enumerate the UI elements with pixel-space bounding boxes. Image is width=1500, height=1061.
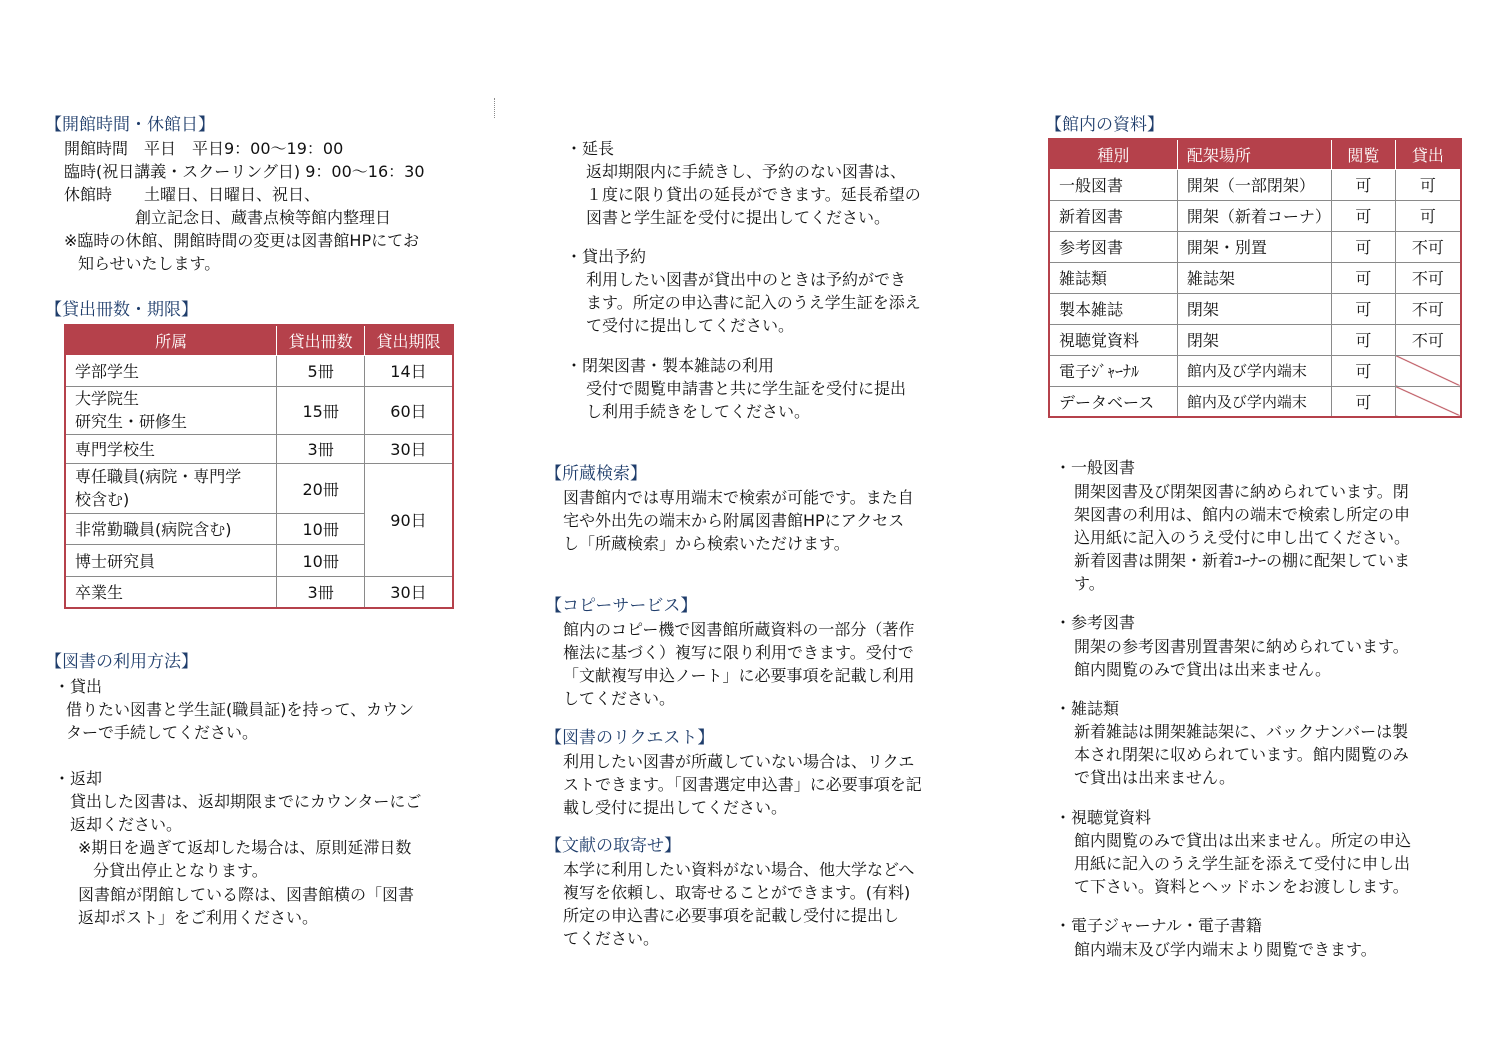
table-row xyxy=(65,576,453,608)
table-row xyxy=(1049,231,1461,262)
materials-place: 閉架 xyxy=(1177,324,1331,355)
hours-line: 開館時間 平日 平日9：00～19：00 xyxy=(64,139,344,158)
copy-line: 権法に基づく）複写に限り利用できます。受付で xyxy=(563,643,914,662)
materials-type: 製本雑誌 xyxy=(1049,293,1177,324)
usage-line: 借りたい図書と学生証(職員証)を持って、カウン xyxy=(66,700,415,719)
materials-view: 可 xyxy=(1332,231,1396,262)
middle-line: て受付に提出してください。 xyxy=(586,316,795,335)
materials-place: 閉架 xyxy=(1177,293,1331,324)
right-line: 用紙に記入のうえ学生証を添えて受付に申し出 xyxy=(1074,854,1411,873)
lending-period: 90日 xyxy=(364,463,453,576)
right-line: 架図書の利用は、館内の端末で検索し所定の申 xyxy=(1074,505,1411,524)
lending-count: 20冊 xyxy=(277,463,365,513)
middle-item-label: ・貸出予約 xyxy=(566,247,647,266)
table-row xyxy=(1049,200,1461,231)
lending-affil: 博士研究員 xyxy=(65,544,277,576)
hours-note: ※臨時の休館、開館時間の変更は図書館HPにてお xyxy=(64,231,420,250)
right-line: 新着図書は開架・新着ｺｰﾅｰの棚に配架していま xyxy=(1074,551,1411,570)
middle-line: 返却期限内に手続きし、予約のない図書は、 xyxy=(586,162,907,181)
usage-line: ターで手続してください。 xyxy=(66,723,259,742)
right-line: す。 xyxy=(1074,574,1105,593)
usage-line: 返却ください。 xyxy=(70,815,183,834)
materials-lend: 不可 xyxy=(1395,231,1461,262)
lending-affil: 専門学校生 xyxy=(65,434,277,463)
catalog-heading: 【所蔵検索】 xyxy=(545,464,647,484)
table-row xyxy=(1049,355,1461,386)
materials-lend: 不可 xyxy=(1395,293,1461,324)
materials-lend-na xyxy=(1395,386,1461,417)
materials-view: 可 xyxy=(1332,355,1396,386)
middle-line: 図書と学生証を受付に提出してください。 xyxy=(586,208,891,227)
materials-view: 可 xyxy=(1332,293,1396,324)
materials-type: 参考図書 xyxy=(1049,231,1177,262)
right-item-label: ・視聴覚資料 xyxy=(1055,808,1152,827)
usage-item-label: ・貸出 xyxy=(54,677,103,696)
materials-lend: 不可 xyxy=(1395,262,1461,293)
copy-line: 「文献複写申込ノート」に必要事項を記載し利用 xyxy=(563,666,915,685)
table-row xyxy=(65,386,453,434)
lending-count: 5冊 xyxy=(277,355,365,386)
materials-lend-na xyxy=(1395,355,1461,386)
table-row xyxy=(1049,169,1461,200)
materials-type: 視聴覚資料 xyxy=(1049,324,1177,355)
materials-type: 一般図書 xyxy=(1049,169,1177,200)
usage-note: 分貸出停止となります。 xyxy=(93,861,268,880)
lending-affil: 非常勤職員(病院含む) xyxy=(65,513,277,544)
lending-count: 15冊 xyxy=(277,386,365,434)
lending-col-count: 貸出冊数 xyxy=(277,325,365,355)
middle-line: ます。所定の申込書に記入のうえ学生証を添え xyxy=(586,293,921,312)
lending-affil: 卒業生 xyxy=(65,576,277,608)
copy-line: してください。 xyxy=(563,689,676,708)
right-item-label: ・雑誌類 xyxy=(1055,699,1120,718)
usage-note: ※期日を過ぎて返却した場合は、原則延滞日数 xyxy=(78,838,412,857)
materials-place: 館内及び学内端末 xyxy=(1177,386,1331,417)
right-line: で貸出は出来ません。 xyxy=(1074,768,1235,787)
copy-line: 館内のコピー機で図書館所蔵資料の一部分（著作 xyxy=(563,620,915,639)
hours-heading: 【開館時間・休館日】 xyxy=(45,115,215,135)
materials-place: 雑誌架 xyxy=(1177,262,1331,293)
materials-lend: 可 xyxy=(1395,200,1461,231)
materials-view: 可 xyxy=(1332,200,1396,231)
materials-type: データベース xyxy=(1049,386,1177,417)
materials-view: 可 xyxy=(1332,169,1396,200)
hours-line: 臨時(祝日講義・スクーリング日) 9：00～16：30 xyxy=(64,162,425,181)
ill-line: てください。 xyxy=(563,929,660,948)
lending-heading: 【貸出冊数・期限】 xyxy=(45,300,198,320)
right-line: て下さい。資料とヘッドホンをお渡しします。 xyxy=(1074,877,1409,896)
middle-line: 受付で閲覧申請書と共に学生証を受付に提出 xyxy=(586,379,907,398)
right-item-label: ・電子ジャーナル・電子書籍 xyxy=(1055,916,1262,935)
column-separator xyxy=(494,98,495,118)
lending-col-period: 貸出期限 xyxy=(364,325,453,355)
usage-line: 図書館が閉館している際は、図書館横の「図書 xyxy=(78,885,415,904)
materials-place: 開架・別置 xyxy=(1177,231,1331,262)
materials-lend: 不可 xyxy=(1395,324,1461,355)
materials-view: 可 xyxy=(1332,262,1396,293)
materials-table xyxy=(1048,138,1462,418)
materials-view: 可 xyxy=(1332,324,1396,355)
hours-note: 知らせいたします。 xyxy=(78,254,221,273)
table-row xyxy=(1049,324,1461,355)
materials-view: 可 xyxy=(1332,386,1396,417)
request-line: 載し受付に提出してください。 xyxy=(563,798,788,817)
materials-col-lend: 貸出 xyxy=(1395,139,1461,169)
hours-line: 創立記念日、蔵書点検等館内整理日 xyxy=(135,208,392,227)
middle-line: １度に限り貸出の延長ができます。延長希望の xyxy=(586,185,921,204)
lending-table xyxy=(64,324,454,609)
lending-col-affil: 所属 xyxy=(65,325,277,355)
lending-affil: 学部学生 xyxy=(65,355,277,386)
right-line: 館内端末及び学内端末より閲覧できます。 xyxy=(1074,940,1377,959)
table-row xyxy=(65,434,453,463)
middle-item-label: ・閉架図書・製本雑誌の利用 xyxy=(566,356,775,375)
catalog-line: 宅や外出先の端末から附属図書館HPにアクセス xyxy=(563,511,905,530)
middle-line: 利用したい図書が貸出中のときは予約ができ xyxy=(586,270,907,289)
right-line: 込用紙に記入のうえ受付に申し出てください。 xyxy=(1074,528,1411,547)
lending-affil: 専任職員(病院・専門学 校含む) xyxy=(65,463,277,513)
table-row xyxy=(1049,386,1461,417)
middle-item-label: ・延長 xyxy=(566,139,615,158)
materials-heading: 【館内の資料】 xyxy=(1045,115,1164,135)
right-item-label: ・一般図書 xyxy=(1055,458,1136,477)
materials-type: 新着図書 xyxy=(1049,200,1177,231)
right-line: 館内閲覧のみで貸出は出来ません。 xyxy=(1074,660,1331,679)
right-item-label: ・参考図書 xyxy=(1055,613,1136,632)
hours-line: 休館時 土曜日、日曜日、祝日、 xyxy=(64,185,321,204)
materials-place: 開架（一部閉架） xyxy=(1177,169,1331,200)
lending-count: 3冊 xyxy=(277,434,365,463)
lending-affil: 大学院生 研究生・研修生 xyxy=(65,386,277,434)
materials-col-view: 閲覧 xyxy=(1332,139,1396,169)
materials-col-place: 配架場所 xyxy=(1177,139,1331,169)
materials-place: 開架（新着コーナ） xyxy=(1177,200,1331,231)
right-line: 開架図書及び閉架図書に納められています。閉 xyxy=(1074,482,1409,501)
materials-type: 雑誌類 xyxy=(1049,262,1177,293)
ill-line: 所定の申込書に必要事項を記載し受付に提出し xyxy=(563,906,900,925)
request-line: 利用したい図書が所蔵していない場合は、リクエ xyxy=(563,752,915,771)
lending-period: 14日 xyxy=(364,355,453,386)
table-row xyxy=(65,463,453,513)
right-line: 本され閉架に収められています。館内閲覧のみ xyxy=(1074,745,1409,764)
catalog-line: 図書館内では専用端末で検索が可能です。また自 xyxy=(563,488,914,507)
usage-line: 貸出した図書は、返却期限までにカウンターにご xyxy=(70,792,422,811)
right-line: 新着雑誌は開架雑誌架に、バックナンバーは製 xyxy=(1074,722,1409,741)
middle-line: し利用手続きをしてください。 xyxy=(586,402,811,421)
lending-period: 60日 xyxy=(364,386,453,434)
lending-period: 30日 xyxy=(364,576,453,608)
table-row xyxy=(1049,293,1461,324)
request-heading: 【図書のリクエスト】 xyxy=(545,728,715,748)
ill-line: 本学に利用したい資料がない場合、他大学などへ xyxy=(563,860,915,879)
usage-heading: 【図書の利用方法】 xyxy=(45,652,198,672)
lending-count: 10冊 xyxy=(277,544,365,576)
right-line: 館内閲覧のみで貸出は出来ません。所定の申込 xyxy=(1074,831,1411,850)
request-line: ストできます。「図書選定申込書」に必要事項を記 xyxy=(563,775,922,794)
lending-count: 10冊 xyxy=(277,513,365,544)
materials-col-type: 種別 xyxy=(1049,139,1177,169)
materials-lend: 可 xyxy=(1395,169,1461,200)
lending-period: 30日 xyxy=(364,434,453,463)
ill-line: 複写を依頼し、取寄せることができます。(有料) xyxy=(563,883,911,902)
right-line: 開架の参考図書別置書架に納められています。 xyxy=(1074,637,1409,656)
materials-type: 電子ｼﾞｬｰﾅﾙ xyxy=(1049,355,1177,386)
table-row xyxy=(65,355,453,386)
copy-heading: 【コピーサービス】 xyxy=(545,596,698,616)
ill-heading: 【文献の取寄せ】 xyxy=(545,836,681,856)
materials-place: 館内及び学内端末 xyxy=(1177,355,1331,386)
usage-item-label: ・返却 xyxy=(54,769,103,788)
table-row xyxy=(1049,262,1461,293)
usage-line: 返却ポスト」をご利用ください。 xyxy=(78,908,319,927)
catalog-line: し「所蔵検索」から検索いただけます。 xyxy=(563,534,850,553)
lending-count: 3冊 xyxy=(277,576,365,608)
